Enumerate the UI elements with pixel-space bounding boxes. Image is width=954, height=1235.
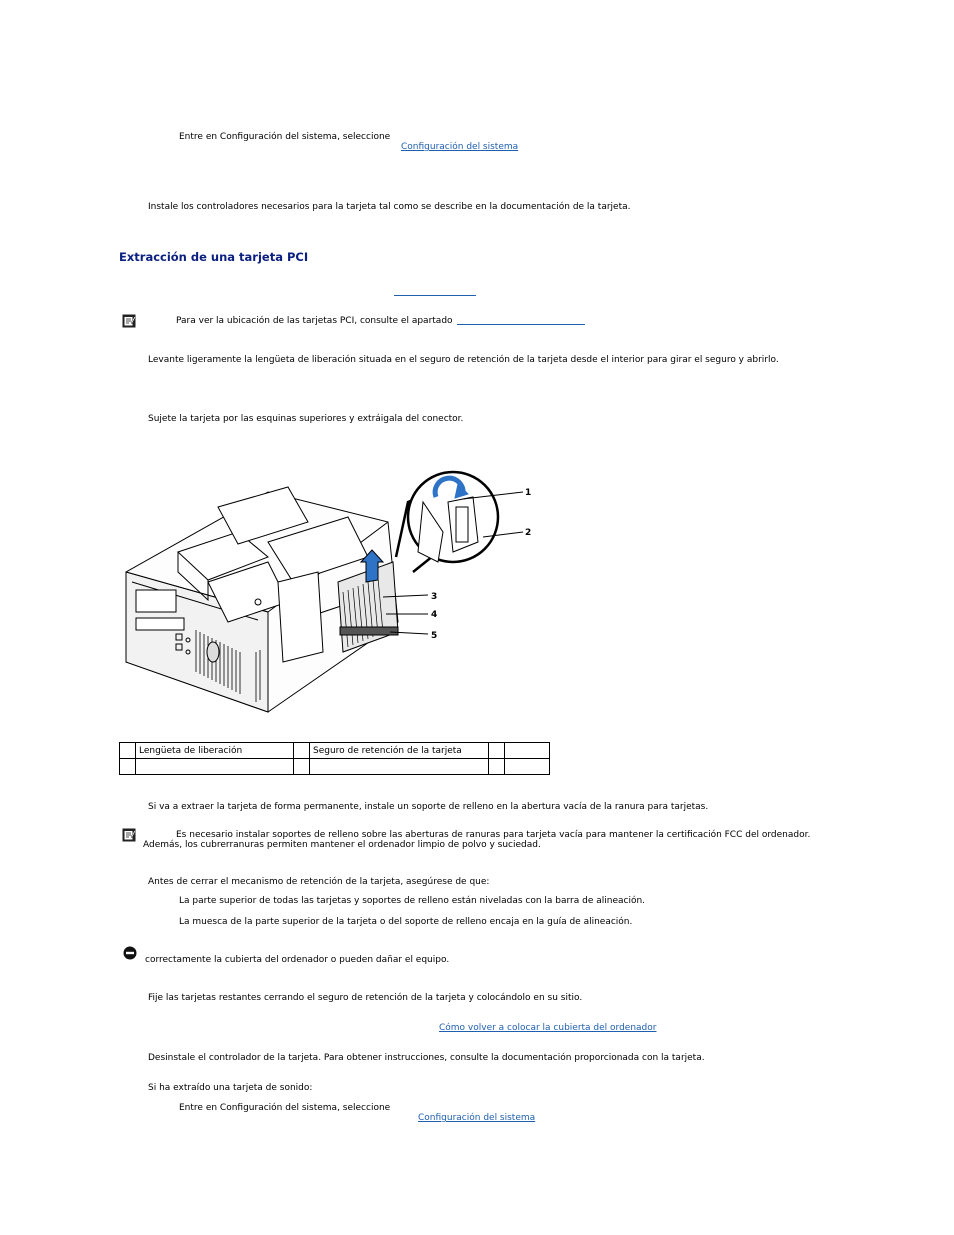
table-cell [310, 759, 489, 775]
callout-3: 3 [431, 592, 438, 602]
table-cell [294, 743, 310, 759]
callout-5: 5 [431, 631, 438, 641]
grasp-card-instruction: Sujete la tarjeta por las esquinas superiores y extráigala del conector. [148, 414, 464, 424]
note-icon [122, 314, 136, 328]
empty-link-underline[interactable] [394, 295, 476, 296]
note-pci-location-text: Para ver la ubicación de las tarjetas PCI, consulte el apartado [176, 316, 453, 326]
sound-card-text: Si ha extraído una tarjeta de sonido: [148, 1083, 313, 1093]
table-cell [489, 743, 505, 759]
setup-instruction-text: Entre en Configuración del sistema, seleccione [179, 132, 391, 142]
table-cell [505, 759, 550, 775]
table-cell [120, 743, 136, 759]
table-cell: Lengüeta de liberación [136, 743, 294, 759]
secure-cards-instruction: Fije las tarjetas restantes cerrando el seguro de retención de la tarjeta y colocándolo en su sitio. [148, 993, 583, 1003]
pci-card-removal-illustration [118, 462, 540, 724]
table-cell [120, 759, 136, 775]
callout-4: 4 [431, 610, 438, 620]
notice-icon [123, 946, 137, 960]
table-cell [505, 743, 550, 759]
install-drivers-text: Instale los controladores necesarios para la tarjeta tal como se describe en la documentación de la tarjeta. [148, 202, 631, 212]
lift-tab-instruction: Levante ligeramente la lengüeta de liberación situada en el seguro de retención de la tarjeta desde el interior para girar el seguro y abrirlo. [148, 355, 779, 365]
notice-text: correctamente la cubierta del ordenador o pueden dañar el equipo. [145, 955, 450, 965]
callout-1: 1 [525, 488, 532, 498]
note-fcc-text-line1: Es necesario instalar soportes de relleno sobre las aberturas de ranuras para tarjeta vacía para mantener la certificación FCC del ordenador. [176, 830, 811, 840]
section-heading: Extracción de una tarjeta PCI [119, 250, 309, 264]
uninstall-driver-instruction: Desinstale el controlador de la tarjeta. Para obtener instrucciones, consulte la documentación proporcionada con la tarjeta. [148, 1053, 705, 1063]
system-setup-link[interactable]: Configuración del sistema [401, 142, 519, 152]
parts-legend-table [119, 742, 550, 775]
checklist-item-1: La parte superior de todas las tarjetas y soportes de relleno están niveladas con la barra de alineación. [179, 896, 646, 906]
table-cell [489, 759, 505, 775]
note-icon [122, 828, 136, 842]
callout-2: 2 [525, 528, 532, 538]
replace-cover-link[interactable]: Cómo volver a colocar la cubierta del ordenador [439, 1023, 657, 1033]
setup-instruction-text-2: Entre en Configuración del sistema, seleccione [179, 1103, 391, 1113]
table-row [120, 743, 550, 759]
checklist-item-2: La muesca de la parte superior de la tarjeta o del soporte de relleno encaja en la guía de alineación. [179, 917, 633, 927]
pci-location-link-underline[interactable] [457, 324, 585, 325]
table-row [120, 759, 550, 775]
note-fcc-text-line2: Además, los cubrerranuras permiten mantener el ordenador limpio de polvo y suciedad. [143, 840, 541, 850]
table-cell [136, 759, 294, 775]
filler-bracket-instruction: Si va a extraer la tarjeta de forma permanente, instale un soporte de relleno en la abertura vacía de la ranura para tarjetas. [148, 802, 709, 812]
table-cell [294, 759, 310, 775]
before-closing-text: Antes de cerrar el mecanismo de retención de la tarjeta, asegúrese de que: [148, 877, 490, 887]
table-cell: Seguro de retención de la tarjeta [310, 743, 489, 759]
system-setup-link-2[interactable]: Configuración del sistema [418, 1113, 536, 1123]
